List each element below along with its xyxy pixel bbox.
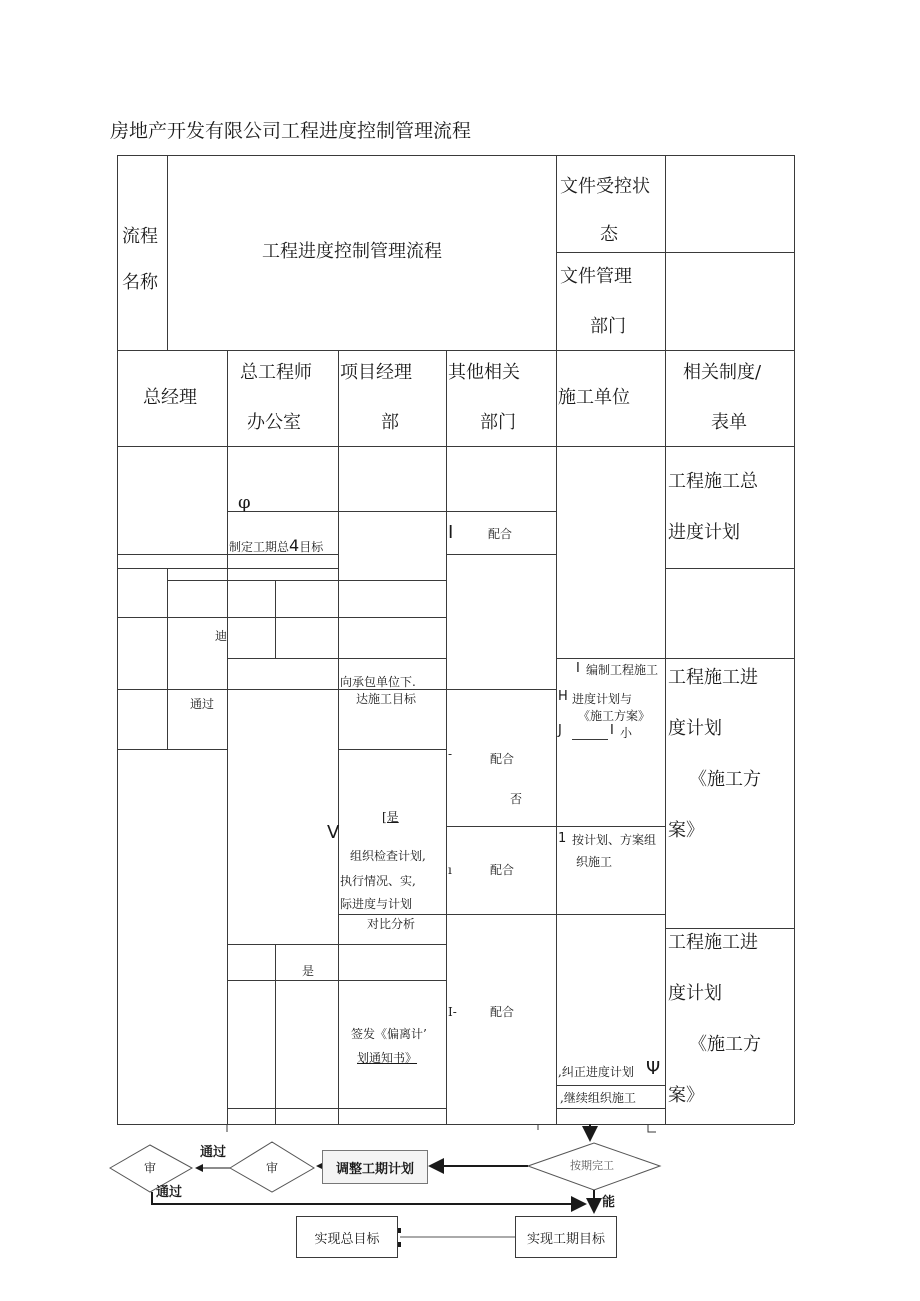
check-plan-3: 际进度与计划 [340,897,413,911]
v-mark: V [327,822,340,843]
col-forms: 相关制度/ [683,362,762,383]
cooperate-label-2: 配合 [490,752,515,766]
notice-1: 签发《偏离计’ [351,1027,427,1041]
adjust-schedule-label: 调整工期计划 [335,1161,414,1177]
cooperate-label-1: 配合 [488,527,513,541]
col-general-manager: 总经理 [143,387,197,408]
prep-j-mark: J [558,723,562,738]
i-dash-mark: I- [448,1005,457,1019]
form-2-line-4: 案》 [668,820,704,841]
exec-plan-1: 按计划、方案组 [572,833,657,847]
check-plan-4: 对比分析 [367,917,416,931]
form-3-line-2: 度计划 [668,983,722,1004]
process-name-label-2: 名称 [122,272,158,293]
col-chief-engineer-2: 办公室 [247,412,301,433]
process-name: 工程进度控制管理流程 [262,241,442,262]
page-title: 房地产开发有限公司工程进度控制管理流程 [110,120,472,142]
doc-control-label-2: 态 [600,224,618,245]
form-2-line-2: 度计划 [668,718,722,739]
tong-fragment: 迪 [215,629,228,643]
form-2-line-1: 工程施工进 [668,667,758,688]
doc-mgmt-label-2: 部门 [590,316,626,337]
phi-mark: φ [238,492,251,513]
col-chief-engineer: 总工程师 [240,362,312,383]
prep-h-mark: H [558,689,568,704]
notice-2: 划通知书》 [357,1051,418,1065]
pass-top-label: 通过 [200,1145,227,1160]
set-goal-label: 制定工期总 [229,540,290,554]
dash-mark: - [448,747,453,761]
col-other-depts: 其他相关 [448,362,520,383]
prep-small: 小 [620,726,633,740]
prep-plan-2: 进度计划与 [572,692,633,706]
period-goal-label: 实现工期目标 [526,1231,605,1247]
process-name-label: 流程 [122,226,158,247]
prep-plan-3: 《施工方案》 [578,709,651,723]
period-goal-box [515,1216,617,1258]
issue-goal-2: 达施工目标 [356,692,417,706]
pass-bottom-label: 通过 [156,1185,183,1200]
form-3-line-3: 《施工方 [689,1034,761,1055]
prep-plan-1: 编制工程施工 [586,663,659,677]
issue-goal-1: 向承包单位下. [340,675,416,689]
continue-construction: ,继续组织施工 [560,1091,636,1105]
total-goal-label: 实现总目标 [314,1231,380,1247]
passed-label-1: 通过 [190,697,215,711]
col-project-manager: 项目经理 [340,362,412,383]
diamond-left-label: 审 [144,1161,157,1175]
col-project-manager-2: 部 [381,412,399,433]
check-plan-2: 执行情况、实, [340,874,416,888]
prep-mark: I [576,661,580,676]
set-goal-end: 目标 [299,540,324,554]
col-forms-2: 表单 [711,412,747,433]
diamond-right-label: 按期完工 [570,1159,614,1172]
psi-mark: Ψ [646,1058,661,1079]
exec-num: 1 [558,831,567,846]
form-1-line-1: 工程施工总 [668,471,758,492]
doc-mgmt-label: 文件管理 [560,266,632,287]
bar-mark: I [448,522,454,543]
cooperate-label-4: 配合 [490,1005,515,1019]
yes-label-2: 是 [302,964,315,978]
yes-label-1: [是 [382,810,399,824]
form-3-line-4: 案》 [668,1085,704,1106]
adjust-schedule-box [322,1150,428,1184]
form-2-line-3: 《施工方 [689,769,761,790]
col-other-depts-2: 部门 [480,412,516,433]
col-contractor: 施工单位 [558,387,630,408]
form-1-line-2: 进度计划 [668,522,740,543]
can-label: 能 [602,1195,616,1210]
diamond-mid-label: 审 [266,1161,279,1175]
no-label: 否 [510,792,523,806]
check-plan-1: 组织检查计划, [350,849,426,863]
correct-plan: ,纠正进度计划 [558,1065,634,1079]
table-tick-right [538,1124,656,1132]
total-goal-box [296,1216,398,1258]
set-goal-num: 4 [289,536,300,555]
pass-line [152,1192,585,1204]
prep-i-mark: I [610,723,614,738]
exec-plan-2: 织施工 [576,855,613,869]
i-mark: ı [448,863,452,877]
form-3-line-1: 工程施工进 [668,932,758,953]
cooperate-label-3: 配合 [490,863,515,877]
doc-control-label: 文件受控状 [560,176,650,197]
